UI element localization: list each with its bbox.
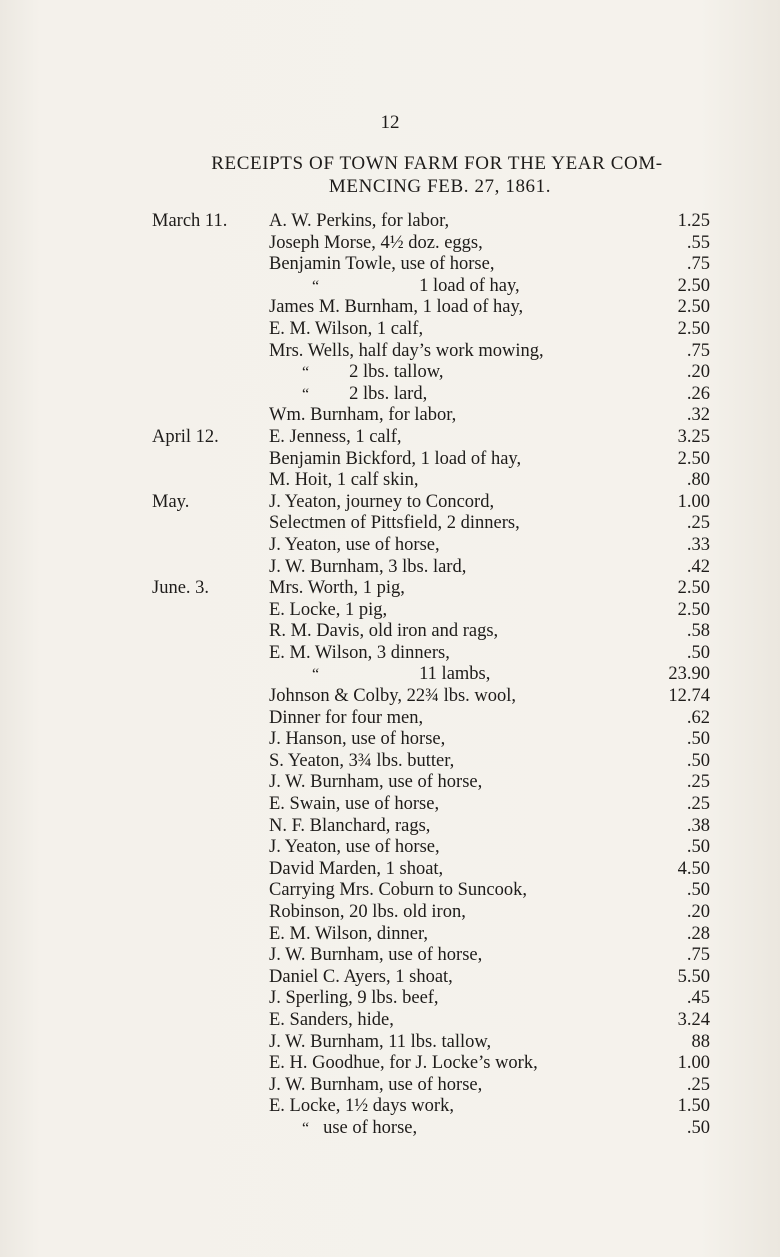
entry-amount: 88 — [691, 1031, 710, 1052]
entry-amount: 2.50 — [677, 318, 710, 339]
entry-amount: 12.74 — [668, 686, 710, 707]
ledger-row — [152, 816, 712, 838]
entry-amount: .80 — [686, 470, 710, 491]
entry-description: E. M. Wilson, dinner, — [269, 923, 429, 944]
entry-description-text: 1 load of hay, — [419, 275, 520, 296]
entry-description: E. Jenness, 1 calf, — [269, 426, 402, 447]
entry-amount: .58 — [686, 621, 710, 642]
entry-description: J. W. Burnham, use of horse, — [269, 772, 483, 793]
ledger-row — [152, 967, 712, 989]
entry-amount: .20 — [686, 902, 710, 922]
entry-amount: 2.50 — [677, 275, 710, 296]
entry-description: Benjamin Towle, use of horse, — [269, 254, 495, 275]
entry-amount: .25 — [686, 513, 710, 534]
entry-description-text: 2 lbs. lard, — [349, 383, 428, 404]
entry-amount: .25 — [686, 1074, 710, 1095]
entry-description-text: 11 lambs, — [419, 664, 491, 685]
title-line-2: MENCING FEB. 27, 1861. — [328, 176, 552, 197]
entry-amount: .50 — [686, 729, 710, 750]
entry-amount: 4.50 — [677, 858, 710, 879]
entry-description — [312, 276, 520, 298]
ledger-row — [152, 794, 712, 816]
entry-amount: .62 — [686, 707, 710, 728]
ledger-row — [152, 1075, 712, 1097]
ledger-row — [152, 319, 712, 341]
entry-description: J. W. Burnham, 3 lbs. lard, — [269, 556, 467, 577]
ledger-row — [152, 880, 712, 902]
ledger-row — [152, 1032, 712, 1054]
entry-amount: 1.00 — [677, 491, 710, 512]
entry-amount: 23.90 — [668, 664, 710, 685]
entry-date: May. — [152, 491, 190, 512]
entry-amount: 2.50 — [677, 448, 710, 469]
ledger-row — [152, 902, 712, 924]
entry-description — [312, 664, 490, 686]
entry-amount: .50 — [686, 837, 710, 858]
ledger-row — [152, 945, 712, 967]
ledger-row — [152, 297, 712, 319]
ledger-row — [152, 772, 712, 794]
entry-amount: .50 — [686, 880, 710, 901]
entry-description: E. M. Wilson, 3 dinners, — [269, 642, 450, 663]
entry-amount: .20 — [686, 362, 710, 383]
entry-amount: .33 — [686, 534, 710, 555]
entry-date: June. 3. — [152, 578, 210, 599]
entry-description: E. Sanders, hide, — [269, 1009, 394, 1030]
entry-amount: .25 — [686, 794, 710, 815]
entry-amount: 3.25 — [677, 426, 710, 447]
entry-amount: .55 — [686, 232, 710, 253]
ditto-mark: “ — [312, 666, 320, 684]
entry-description: R. M. Davis, old iron and rags, — [269, 621, 499, 642]
entry-description: M. Hoit, 1 calf skin, — [269, 470, 419, 491]
entry-description: Mrs. Worth, 1 pig, — [269, 578, 405, 599]
ledger-row — [152, 1010, 712, 1032]
entry-description: J. Yeaton, use of horse, — [269, 534, 440, 555]
ledger-row — [152, 837, 712, 859]
ledger-row — [152, 233, 712, 255]
ditto-mark: “ — [302, 1119, 310, 1137]
ledger-row — [152, 535, 712, 557]
entry-amount: 1.50 — [677, 1096, 710, 1117]
entry-amount: 2.50 — [677, 578, 710, 599]
ledger-row — [152, 621, 712, 643]
ledger-row — [152, 1053, 712, 1075]
receipts-ledger — [152, 211, 712, 1140]
entry-amount: 1.00 — [677, 1053, 710, 1074]
entry-description: J. Sperling, 9 lbs. beef, — [269, 988, 439, 1009]
ditto-mark: “ — [312, 277, 320, 295]
ledger-row — [152, 600, 712, 622]
entry-description: E. H. Goodhue, for J. Locke’s work, — [269, 1053, 538, 1074]
ledger-row — [152, 341, 712, 363]
ledger-row — [152, 1118, 712, 1140]
page-title — [152, 152, 722, 198]
entry-description-text: 2 lbs. tallow, — [349, 362, 444, 383]
ledger-row — [152, 405, 712, 427]
entry-description: Selectmen of Pittsfield, 2 dinners, — [269, 513, 520, 534]
entry-description: S. Yeaton, 3¾ lbs. butter, — [269, 750, 455, 771]
ledger-row — [152, 1096, 712, 1118]
ditto-mark: “ — [302, 364, 310, 382]
ledger-row — [152, 427, 712, 449]
entry-description: Daniel C. Ayers, 1 shoat, — [269, 966, 453, 987]
ledger-row — [152, 211, 712, 233]
title-line-1: RECEIPTS OF TOWN FARM FOR THE YEAR COM- — [211, 153, 663, 174]
ledger-row — [152, 924, 712, 946]
entry-description: J. Yeaton, journey to Concord, — [269, 491, 495, 512]
entry-amount: .50 — [686, 1117, 710, 1138]
entry-description: Johnson & Colby, 22¾ lbs. wool, — [269, 686, 517, 707]
entry-amount: .75 — [686, 945, 710, 966]
entry-description: J. Yeaton, use of horse, — [269, 837, 440, 858]
entry-amount: .75 — [686, 254, 710, 275]
entry-description — [302, 384, 427, 406]
ledger-row — [152, 751, 712, 773]
ledger-row — [152, 686, 712, 708]
entry-description: E. Locke, 1 pig, — [269, 599, 388, 620]
entry-description-text: use of horse, — [323, 1117, 418, 1138]
entry-description — [302, 1118, 417, 1140]
entry-description — [302, 362, 444, 384]
page-number: 12 — [380, 112, 400, 133]
entry-description: J. W. Burnham, use of horse, — [269, 1074, 483, 1095]
ledger-row — [152, 708, 712, 730]
entry-amount: 3.24 — [677, 1009, 710, 1030]
ledger-row — [152, 557, 712, 579]
entry-description: Wm. Burnham, for labor, — [269, 405, 457, 426]
entry-amount: 5.50 — [677, 966, 710, 987]
entry-description: Dinner for four men, — [269, 707, 424, 728]
ledger-row — [152, 643, 712, 665]
ledger-row — [152, 729, 712, 751]
entry-description: E. Swain, use of horse, — [269, 794, 440, 815]
entry-amount: 2.50 — [677, 599, 710, 620]
ditto-mark: “ — [302, 385, 310, 403]
entry-description: J. W. Burnham, 11 lbs. tallow, — [269, 1031, 492, 1052]
ledger-row — [152, 276, 712, 298]
entry-amount: .45 — [686, 988, 710, 1009]
ledger-row — [152, 449, 712, 471]
ledger-row — [152, 492, 712, 514]
entry-description: Robinson, 20 lbs. old iron, — [269, 902, 466, 922]
entry-date: March 11. — [152, 211, 228, 231]
ledger-row — [152, 578, 712, 600]
entry-date: April 12. — [152, 426, 219, 447]
ledger-row — [152, 384, 712, 406]
entry-amount: .50 — [686, 642, 710, 663]
entry-description: James M. Burnham, 1 load of hay, — [269, 297, 524, 318]
entry-amount: .25 — [686, 772, 710, 793]
ledger-row — [152, 254, 712, 276]
entry-amount: .75 — [686, 340, 710, 361]
entry-description: N. F. Blanchard, rags, — [269, 815, 431, 836]
entry-amount: .32 — [686, 405, 710, 426]
entry-amount: .38 — [686, 815, 710, 836]
ledger-row — [152, 513, 712, 535]
entry-amount: .42 — [686, 556, 710, 577]
ledger-row — [152, 362, 712, 384]
ledger-row — [152, 470, 712, 492]
entry-description: A. W. Perkins, for labor, — [269, 211, 450, 231]
ledger-row — [152, 988, 712, 1010]
entry-amount: .28 — [686, 923, 710, 944]
entry-description: Benjamin Bickford, 1 load of hay, — [269, 448, 522, 469]
entry-description: E. Locke, 1½ days work, — [269, 1096, 454, 1117]
entry-amount: 1.25 — [677, 211, 710, 231]
entry-description: David Marden, 1 shoat, — [269, 858, 444, 879]
entry-description: J. Hanson, use of horse, — [269, 729, 446, 750]
entry-description: J. W. Burnham, use of horse, — [269, 945, 483, 966]
entry-description: Mrs. Wells, half day’s work mowing, — [269, 340, 544, 361]
entry-amount: .50 — [686, 750, 710, 771]
entry-description: E. M. Wilson, 1 calf, — [269, 318, 424, 339]
entry-amount: .26 — [686, 383, 710, 404]
ledger-row — [152, 859, 712, 881]
entry-amount: 2.50 — [677, 297, 710, 318]
ledger-row — [152, 664, 712, 686]
entry-description: Joseph Morse, 4½ doz. eggs, — [269, 232, 483, 253]
entry-description: Carrying Mrs. Coburn to Suncook, — [269, 880, 527, 901]
